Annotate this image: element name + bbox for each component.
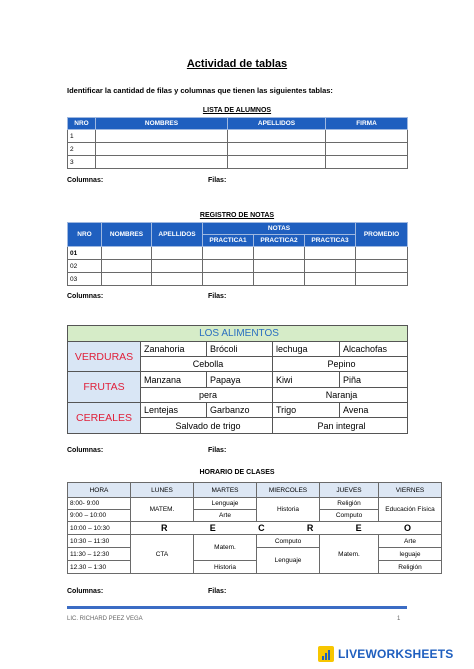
table2-title: REGISTRO DE NOTAS bbox=[199, 212, 275, 219]
instruction-text: Identificar la cantidad de filas y columnas que tienen las siguientes tablas: bbox=[67, 86, 333, 95]
liveworksheets-logo-icon bbox=[318, 646, 334, 662]
food-item: Piña bbox=[340, 372, 408, 388]
cell[interactable] bbox=[326, 130, 408, 143]
filas-label: Filas: bbox=[208, 447, 227, 454]
cell[interactable] bbox=[326, 156, 408, 169]
row-number: 1 bbox=[68, 130, 96, 143]
food-item: Naranja bbox=[273, 388, 408, 403]
cell[interactable] bbox=[102, 247, 152, 260]
hour-cell: 10:00 – 10:30 bbox=[68, 522, 131, 535]
header-firma: FIRMA bbox=[326, 118, 408, 130]
filas-label: Filas: bbox=[208, 588, 227, 595]
schedule-cell: Computo bbox=[257, 535, 320, 548]
schedule-cell: Arte bbox=[194, 510, 257, 522]
food-item: Papaya bbox=[207, 372, 273, 388]
recreo-letter: O bbox=[403, 523, 411, 533]
schedule-cell: Matem. bbox=[194, 535, 257, 561]
schedule-cell: Arte bbox=[379, 535, 442, 548]
hour-cell: 9:00 – 10:00 bbox=[68, 510, 131, 522]
schedule-cell: Lenguaje bbox=[194, 498, 257, 510]
header-miercoles: MIERCOLES bbox=[257, 483, 320, 498]
cell[interactable] bbox=[228, 156, 326, 169]
header-hora: HORA bbox=[68, 483, 131, 498]
cell[interactable] bbox=[152, 247, 203, 260]
food-item: Manzana bbox=[141, 372, 207, 388]
schedule-cell: Matem. bbox=[320, 535, 379, 574]
page-title: Actividad de tablas bbox=[186, 58, 288, 70]
cell[interactable] bbox=[228, 130, 326, 143]
filas-label: Filas: bbox=[208, 293, 227, 300]
columnas-label: Columnas: bbox=[67, 177, 104, 184]
cell[interactable] bbox=[102, 273, 152, 286]
recreo-letter: R bbox=[306, 523, 314, 533]
columnas-label: Columnas: bbox=[67, 293, 104, 300]
schedule-cell: MATEM. bbox=[131, 498, 194, 522]
food-item: Pan integral bbox=[273, 418, 408, 434]
cell[interactable] bbox=[96, 143, 228, 156]
page-number: 1 bbox=[397, 616, 401, 622]
cell[interactable] bbox=[356, 273, 408, 286]
table-horario bbox=[67, 482, 442, 574]
hour-cell: 11:30 – 12:30 bbox=[68, 548, 131, 561]
row-number: 3 bbox=[68, 156, 96, 169]
category-frutas: FRUTAS bbox=[68, 372, 141, 403]
table4-title: HORARIO DE CLASES bbox=[199, 469, 275, 476]
cell[interactable] bbox=[326, 143, 408, 156]
food-item: Avena bbox=[340, 403, 408, 418]
columnas-label: Columnas: bbox=[67, 588, 104, 595]
cell[interactable] bbox=[228, 143, 326, 156]
food-item: Garbanzo bbox=[207, 403, 273, 418]
header-practica1: PRACTICA1 bbox=[203, 235, 254, 247]
header-martes: MARTES bbox=[194, 483, 257, 498]
row-number: 03 bbox=[68, 273, 102, 286]
schedule-cell: Religión bbox=[379, 561, 442, 574]
cell[interactable] bbox=[203, 273, 254, 286]
header-nombres: NOMBRES bbox=[96, 118, 228, 130]
food-item: Salvado de trigo bbox=[141, 418, 273, 434]
cell[interactable] bbox=[96, 130, 228, 143]
recreo-letter: R bbox=[161, 523, 168, 533]
header-practica2: PRACTICA2 bbox=[254, 235, 305, 247]
cell[interactable] bbox=[152, 273, 203, 286]
header-practica3: PRACTICA3 bbox=[305, 235, 356, 247]
row-number: 02 bbox=[68, 260, 102, 273]
brand-name: LIVEWORKSHEETS bbox=[338, 647, 454, 661]
alimentos-header: LOS ALIMENTOS bbox=[68, 326, 408, 342]
recreo-letter: E bbox=[209, 523, 216, 533]
cell[interactable] bbox=[254, 273, 305, 286]
food-item: Alcachofas bbox=[340, 342, 408, 357]
food-item: pera bbox=[141, 388, 273, 403]
food-item: Kiwi bbox=[273, 372, 340, 388]
cell[interactable] bbox=[203, 260, 254, 273]
schedule-cell: Educación Física bbox=[379, 498, 442, 522]
table-lista-alumnos bbox=[67, 117, 408, 169]
header-apellidos: APELLIDOS bbox=[228, 118, 326, 130]
footer-author: LIC. RICHARD PEEZ VEGA bbox=[67, 616, 143, 622]
schedule-cell: CTA bbox=[131, 535, 194, 574]
cell[interactable] bbox=[305, 273, 356, 286]
cell[interactable] bbox=[203, 247, 254, 260]
schedule-cell: Historia bbox=[257, 498, 320, 522]
header-apellidos: APELLIDOS bbox=[152, 223, 203, 247]
cell[interactable] bbox=[254, 260, 305, 273]
header-jueves: JUEVES bbox=[320, 483, 379, 498]
hour-cell: 8:00- 9:00 bbox=[68, 498, 131, 510]
food-item: Zanahoria bbox=[141, 342, 207, 357]
cell[interactable] bbox=[96, 156, 228, 169]
cell[interactable] bbox=[152, 260, 203, 273]
recreo-letter: C bbox=[258, 523, 265, 533]
row-number: 2 bbox=[68, 143, 96, 156]
cell[interactable] bbox=[102, 260, 152, 273]
header-promedio: PROMEDIO bbox=[356, 223, 408, 247]
header-nombres: NOMBRES bbox=[102, 223, 152, 247]
recreo-row bbox=[131, 522, 442, 535]
food-item: Lentejas bbox=[141, 403, 207, 418]
hour-cell: 10:30 – 11:30 bbox=[68, 535, 131, 548]
columnas-label: Columnas: bbox=[67, 447, 104, 454]
cell[interactable] bbox=[356, 260, 408, 273]
header-nro: NRO bbox=[68, 223, 102, 247]
category-verduras: VERDURAS bbox=[68, 342, 141, 372]
food-item: lechuga bbox=[273, 342, 340, 357]
cell[interactable] bbox=[356, 247, 408, 260]
header-nro: NRO bbox=[68, 118, 96, 130]
footer-divider bbox=[67, 606, 407, 609]
table-alimentos bbox=[67, 325, 408, 434]
schedule-cell: Computo bbox=[320, 510, 379, 522]
category-cereales: CEREALES bbox=[68, 403, 141, 434]
header-viernes: VIERNES bbox=[379, 483, 442, 498]
food-item: Pepino bbox=[273, 357, 408, 372]
table1-title: LISTA DE ALUMNOS bbox=[202, 107, 272, 114]
food-item: Cebolla bbox=[141, 357, 273, 372]
schedule-cell: Religión bbox=[320, 498, 379, 510]
cell[interactable] bbox=[254, 247, 305, 260]
table-registro-notas bbox=[67, 222, 408, 286]
header-notas: NOTAS bbox=[203, 223, 356, 235]
food-item: Trigo bbox=[273, 403, 340, 418]
schedule-cell: leguaje bbox=[379, 548, 442, 561]
food-item: Brócoli bbox=[207, 342, 273, 357]
header-lunes: LUNES bbox=[131, 483, 194, 498]
cell[interactable] bbox=[305, 247, 356, 260]
schedule-cell: Lenguaje bbox=[257, 548, 320, 574]
recreo-letter: E bbox=[355, 523, 362, 533]
liveworksheets-brand[interactable] bbox=[318, 645, 470, 663]
row-number: 01 bbox=[68, 247, 102, 260]
schedule-cell: Historia bbox=[194, 561, 257, 574]
cell[interactable] bbox=[305, 260, 356, 273]
filas-label: Filas: bbox=[208, 177, 227, 184]
hour-cell: 12.30 – 1:30 bbox=[68, 561, 131, 574]
